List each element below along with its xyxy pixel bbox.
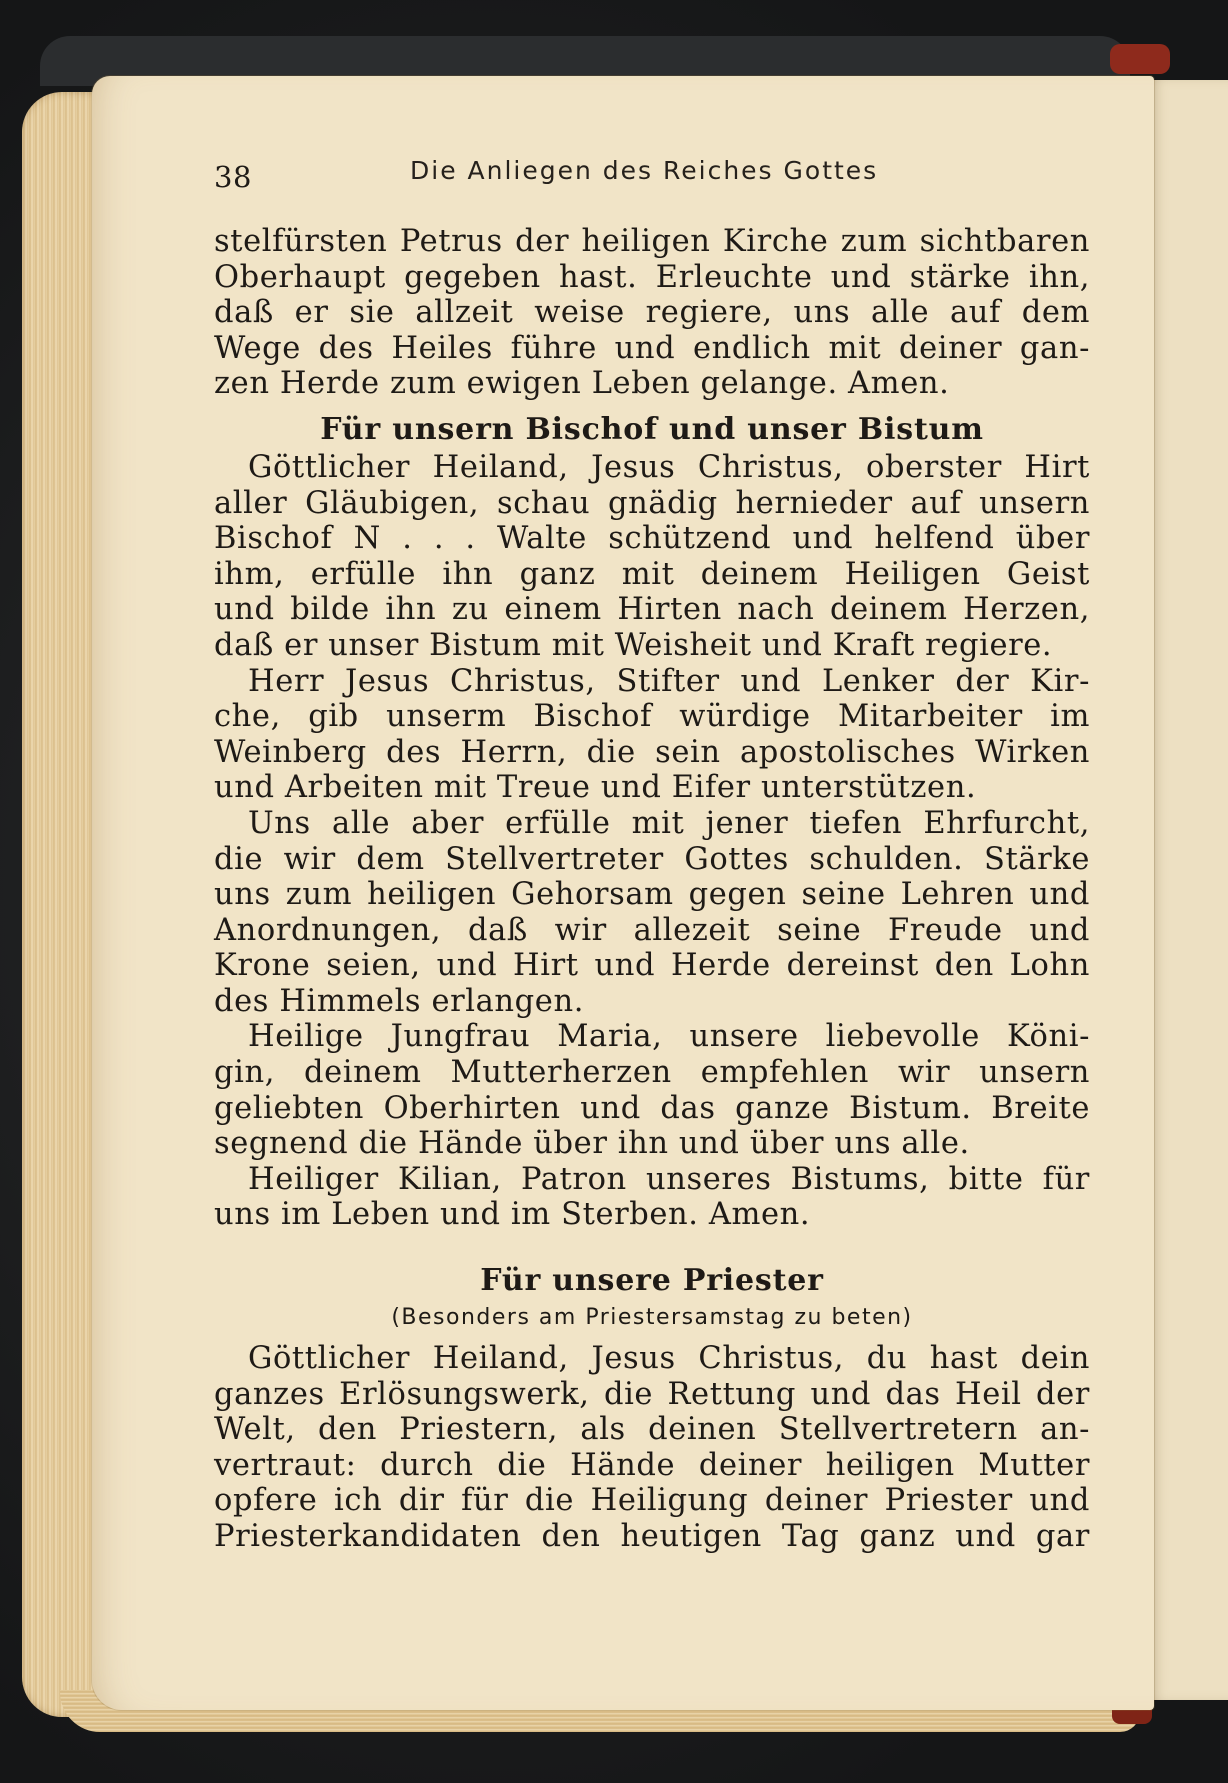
running-head-title: Die Anliegen des Reiches Gottes [410,156,879,185]
text-line: Welt, den Priestern, als deinen Stellvertretern an- [214,1412,1090,1448]
text-line: Oberhaupt gegeben hast. Erleuchte und stärke ihn, [214,259,1090,295]
text-line: gin, deinem Mutterherzen empfehlen wir unsern [214,1055,1090,1091]
text-line: Göttlicher Heiland, Jesus Christus, oberster Hirt [248,449,1090,485]
text-line: Uns alle aber erfülle mit jener tiefen Ehrfurcht, [248,805,1090,841]
paragraph [214,664,1090,806]
paragraph [214,450,1090,664]
page-number: 38 [214,160,252,194]
text-line: Krone seien, und Hirt und Herde dereinst den Lohn [214,948,1090,984]
paragraph [214,1341,1090,1555]
text-line: daß er sie allzeit weise regiere, uns alle auf dem [214,295,1090,331]
text-line: che, gib unserm Bischof würdige Mitarbeiter im [214,699,1090,735]
text-line: Bischof N . . . Walte schützend und helfend über [214,521,1090,557]
text-line: uns im Leben und im Sterben. Amen. [214,1197,811,1233]
text-line: und bilde ihn zu einem Hirten nach deinem Herzen, [214,592,1090,628]
text-line: ihm, erfülle ihn ganz mit deinem Heiligen Geist [214,556,1090,592]
paragraph [214,1162,1090,1233]
section [214,410,1090,1233]
section [214,1261,1090,1555]
text-line: stelfürsten Petrus der heiligen Kirche zum sichtbaren [214,224,1090,259]
text-line: Herr Jesus Christus, Stifter und Lenker der Kir- [248,663,1090,699]
text-line: Anordnungen, daß wir allezeit seine Freude und [214,912,1090,948]
section-subheading: (Besonders am Priestersamstag zu beten) [391,1305,913,1331]
text-line: Priesterkandidaten den heutigen Tag ganz und gar [214,1519,1090,1554]
text-line: opfere ich dir für die Heiligung deiner Priester und [214,1483,1090,1519]
text-line: ganzes Erlösungswerk, die Rettung und das Heil der [214,1376,1090,1412]
text-line: uns zum heiligen Gehorsam gegen seine Lehren und [214,877,1090,913]
paragraph [214,1019,1090,1161]
text-line: Heiliger Kilian, Patron unseres Bistums, bitte für [248,1161,1090,1197]
paragraph [214,224,1090,402]
text-line: Wege des Heiles führe und endlich mit deiner gan- [214,330,1090,366]
ribbon-marker-top [1110,44,1170,74]
section-heading: Für unsere Priester [480,1263,824,1299]
text-line: vertraut: durch die Hände deiner heiligen Mutter [214,1447,1090,1483]
text-line: aller Gläubigen, schau gnädig hernieder auf unsern [214,485,1090,521]
text-line: Weinberg des Herrn, die sein apostolisches Wirken [214,734,1090,770]
text-line: die wir dem Stellvertreter Gottes schulden. Stärke [214,841,1090,877]
text-line: des Himmels erlangen. [214,983,584,1019]
text-line: daß er unser Bistum mit Weisheit und Kraft regiere. [214,627,1053,663]
section [214,224,1090,402]
section-heading: Für unsern Bischof und unser Bistum [320,411,984,447]
facing-page-edge [1148,80,1228,1700]
text-line: geliebten Oberhirten und das ganze Bistum. Breite [214,1090,1090,1126]
text-line: und Arbeiten mit Treue und Eifer unterstützen. [214,770,977,806]
text-line: Heilige Jungfrau Maria, unsere liebevolle Köni- [248,1019,1090,1055]
page-text-body [214,224,1090,1555]
text-line: zen Herde zum ewigen Leben gelange. Amen. [214,366,950,402]
paragraph [214,806,1090,1020]
text-line: segnend die Hände über ihn und über uns alle. [214,1126,970,1162]
text-line: Göttlicher Heiland, Jesus Christus, du hast dein [248,1341,1090,1377]
